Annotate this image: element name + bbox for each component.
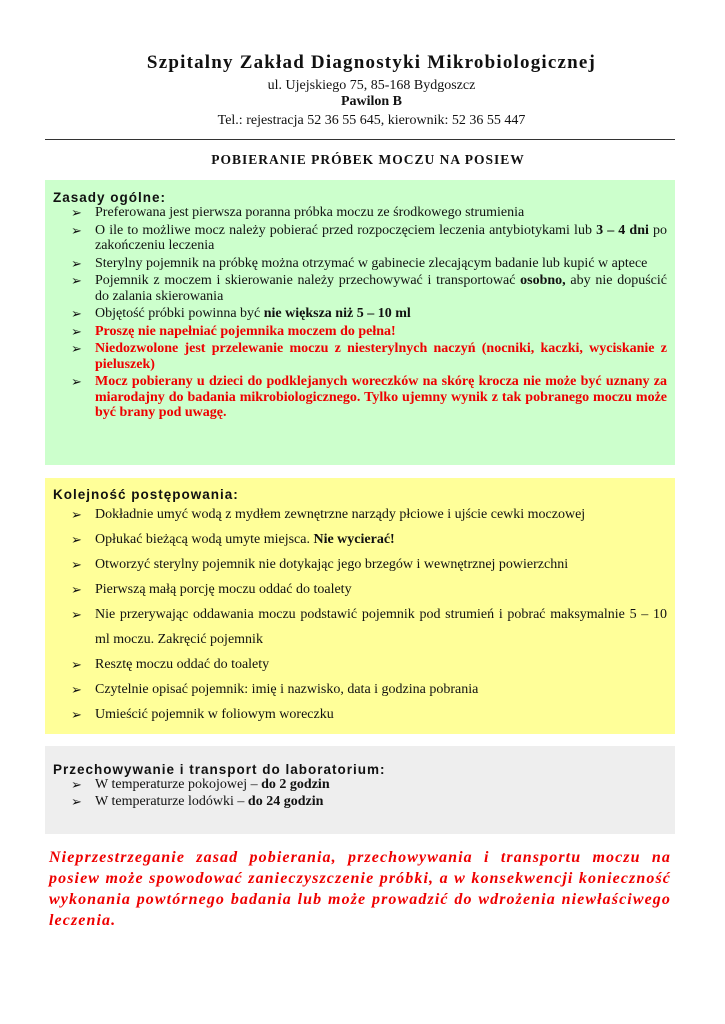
header-divider [45,139,675,140]
arrow-bullet-icon: ➢ [71,374,82,389]
arrow-bullet-icon: ➢ [71,682,82,697]
section-title: Przechowywanie i transport do laboratorium: [53,762,386,777]
phone-numbers: Tel.: rejestracja 52 36 55 645, kierownik: 52 36 55 447 [217,113,526,128]
institution-name: Szpitalny Zakład Diagnostyki Mikrobiologicznej [146,52,597,73]
arrow-bullet-icon: ➢ [71,306,82,321]
list-item [53,324,667,340]
arrow-bullet-icon: ➢ [71,777,82,792]
warning-text: Proszę nie napełniać pojemnika moczem do pełna! [95,323,396,339]
document-title: POBIERANIE PRÓBEK MOCZU NA POSIEW [211,152,525,167]
list-item [53,794,667,810]
section-title: Kolejność postępowania: [53,487,239,502]
item-text: Dokładnie umyć wodą z mydłem zewnętrzne narządy płciowe i ujście cewki moczowej [95,507,586,522]
arrow-bullet-icon: ➢ [71,582,82,597]
item-text: Nie przerywając oddawania moczu podstawić pojemnik pod strumień i pobrać maksymalnie 5 – 10 ml moczu. Zakręcić pojemnik [95,607,667,647]
pavilion-label: Pawilon B [340,94,403,109]
list-item [53,652,667,677]
letterhead [0,52,725,129]
list-item [53,223,667,254]
bold-text: osobno, [520,273,566,288]
arrow-bullet-icon: ➢ [71,507,82,522]
list-item [53,552,667,577]
item-text: Resztę moczu oddać do toalety [95,657,270,672]
arrow-bullet-icon: ➢ [71,607,82,622]
item-text: O ile to możliwe mocz należy pobierać przed rozpoczęciem leczenia antybiotykami lub [95,222,597,238]
arrow-bullet-icon: ➢ [71,273,82,288]
procedure-section [45,478,675,734]
arrow-bullet-icon: ➢ [71,557,82,572]
storage-section [45,746,675,834]
arrow-bullet-icon: ➢ [71,255,82,271]
bold-text: do 24 godzin [247,794,324,809]
bold-text: Nie wycierać! [313,532,395,547]
item-text: Opłukać bieżącą wodą umyte miejsca. [95,532,314,547]
warning-text: Niedozwolone jest przelewanie moczu z niesterylnych naczyń (nocniki, kaczki, wyciskanie z pieluszek) [95,341,667,372]
list-item [53,777,667,793]
list-item [53,256,667,272]
storage-list [53,777,667,810]
institution-address: ul. Ujejskiego 75, 85-168 Bydgoszcz [267,78,476,93]
list-item [53,502,667,527]
general-rules-section [45,180,675,465]
item-text: Czytelnie opisać pojemnik: imię i nazwisko, data i godzina pobrania [95,682,479,697]
list-item [53,205,667,221]
item-text: po zakończeniu leczenia [95,222,668,253]
list-item [53,306,667,322]
item-text: Sterylny pojemnik na próbkę można otrzymać w gabinecie zlecającym badanie lub kupić w aptece [95,255,648,271]
list-item [53,602,667,652]
arrow-bullet-icon: ➢ [71,707,82,722]
list-item [53,577,667,602]
bold-text: do 2 godzin [261,777,330,792]
arrow-bullet-icon: ➢ [71,794,82,809]
list-item [53,702,667,727]
item-text: Pierwszą małą porcję moczu oddać do toalety [95,582,352,597]
section-title: Zasady ogólne: [53,190,167,205]
list-item [53,677,667,702]
list-item [53,273,667,304]
item-text: Preferowana jest pierwsza poranna próbka moczu ze środkowego strumienia [95,205,525,220]
item-text: Pojemnik z moczem i skierowanie należy przechowywać i transportować [95,273,521,288]
arrow-bullet-icon: ➢ [71,341,82,356]
procedure-list [53,502,667,727]
item-text: Umieścić pojemnik w foliowym woreczku [95,707,334,722]
bold-text: nie większa niż 5 – 10 ml [263,306,411,321]
arrow-bullet-icon: ➢ [71,222,82,238]
arrow-bullet-icon: ➢ [71,657,82,672]
bold-text: 3 – 4 dni [596,222,649,238]
item-text: W temperaturze lodówki – [95,794,248,809]
warning-text: Mocz pobierany u dzieci do podklejanych woreczków na skórę krocza nie może być uznany za miarodajny do badania mikrobiologicznego. Tylko ujemny wynik z tak pobranego moczu może być brany pod uwagę. [95,374,667,420]
item-text: W temperaturze pokojowej – [95,777,262,792]
arrow-bullet-icon: ➢ [71,532,82,547]
item-text: Objętość próbki powinna być [95,306,264,321]
list-item [53,527,667,552]
list-item [53,341,667,372]
arrow-bullet-icon: ➢ [71,205,82,220]
item-text: aby nie dopuścić do zalania skierowania [95,273,667,304]
list-item [53,374,667,421]
arrow-bullet-icon: ➢ [71,323,82,339]
general-rules-list [53,205,667,421]
warning-note: Nieprzestrzeganie zasad pobierania, przechowywania i transportu moczu na posiew może spowodować zanieczyszczenie próbki, a w konsekwencji konieczność wykonania powtórnego badania lub może prowadzić do wdrożenia niewłaściwego leczenia. [49,849,671,929]
item-text: Otworzyć sterylny pojemnik nie dotykając jego brzegów i wewnętrznej powierzchni [95,557,569,572]
